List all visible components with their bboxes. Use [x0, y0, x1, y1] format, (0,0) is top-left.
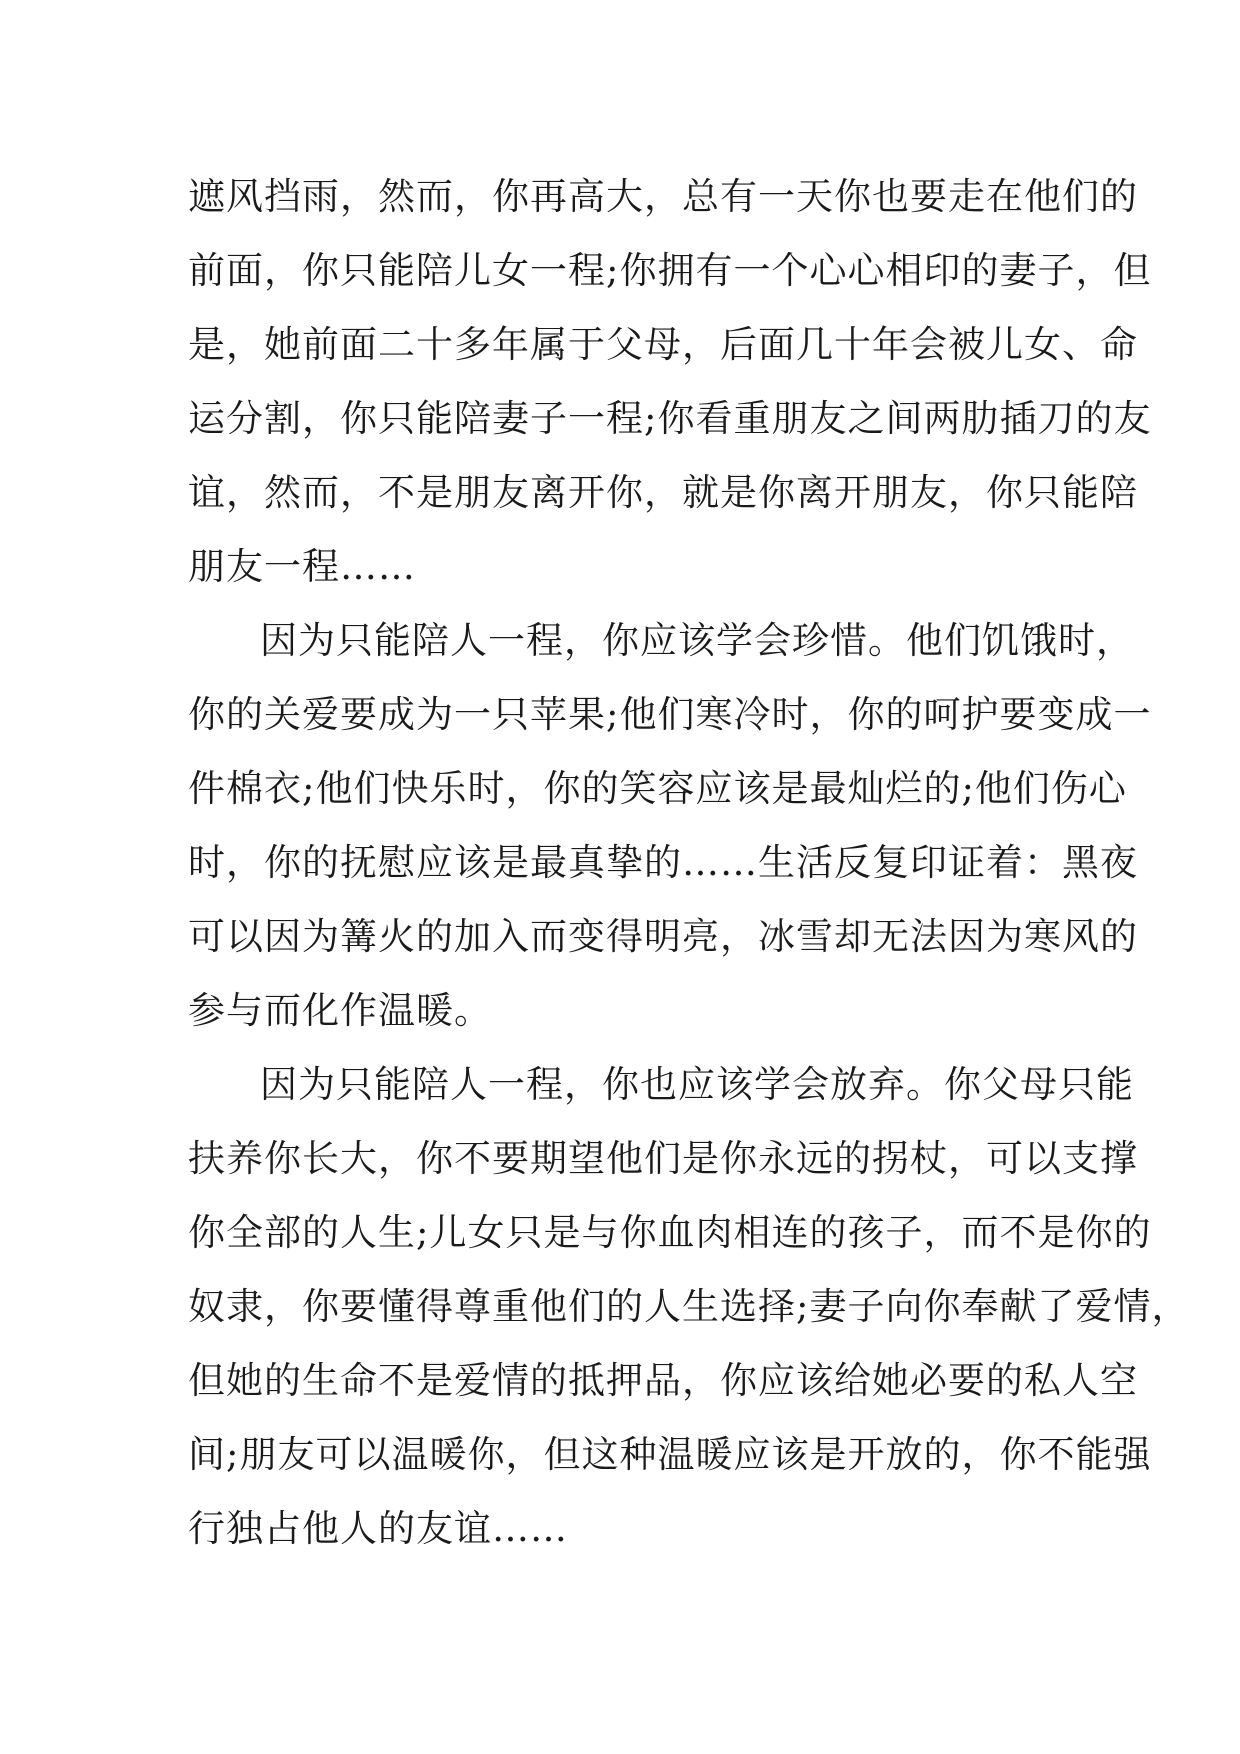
text-line: 遮风挡雨，然而，你再高大，总有一天你也要走在他们的: [188, 175, 1138, 218]
text-line: 朋友一程……: [188, 545, 416, 588]
paragraph-2: [188, 604, 1152, 1048]
text-line: 件棉衣;他们快乐时，你的笑容应该是最灿烂的;他们伤心: [188, 767, 1127, 810]
text-line: 因为只能陪人一程，你也应该学会放弃。你父母只能: [260, 1063, 1134, 1106]
text-line: 谊，然而，不是朋友离开你，就是你离开朋友，你只能陪: [188, 471, 1138, 514]
text-line: 扶养你长大，你不要期望他们是你永远的拐杖，可以支撑: [188, 1137, 1138, 1180]
text-line: 间;朋友可以温暖你，但这种温暖应该是开放的，你不能强: [188, 1433, 1152, 1476]
text-line: 可以因为篝火的加入而变得明亮，冰雪却无法因为寒风的: [188, 915, 1138, 958]
paragraph-1: [188, 160, 1152, 604]
text-line: 前面，你只能陪儿女一程;你拥有一个心心相印的妻子，但: [188, 249, 1152, 292]
paragraph-3: [188, 1048, 1190, 1566]
body-text: [188, 160, 1190, 1566]
text-line: 你的关爱要成为一只苹果;他们寒冷时，你的呵护要变成一: [188, 693, 1152, 736]
text-line: 参与而化作温暖。: [188, 989, 492, 1032]
text-line: 你全部的人生;儿女只是与你血肉相连的孩子，而不是你的: [188, 1211, 1152, 1254]
text-line: 但她的生命不是爱情的抵押品，你应该给她必要的私人空: [188, 1359, 1138, 1402]
text-line: 是，她前面二十多年属于父母，后面几十年会被儿女、命: [188, 323, 1138, 366]
text-line: 时，你的抚慰应该是最真挚的……生活反复印证着：黑夜: [188, 841, 1138, 884]
text-line: 奴隶，你要懂得尊重他们的人生选择;妻子向你奉献了爱情，: [188, 1285, 1190, 1328]
text-line: 因为只能陪人一程，你应该学会珍惜。他们饥饿时，: [260, 619, 1134, 662]
text-line: 运分割，你只能陪妻子一程;你看重朋友之间两肋插刀的友: [188, 397, 1152, 440]
text-line: 行独占他人的友谊……: [188, 1507, 568, 1550]
